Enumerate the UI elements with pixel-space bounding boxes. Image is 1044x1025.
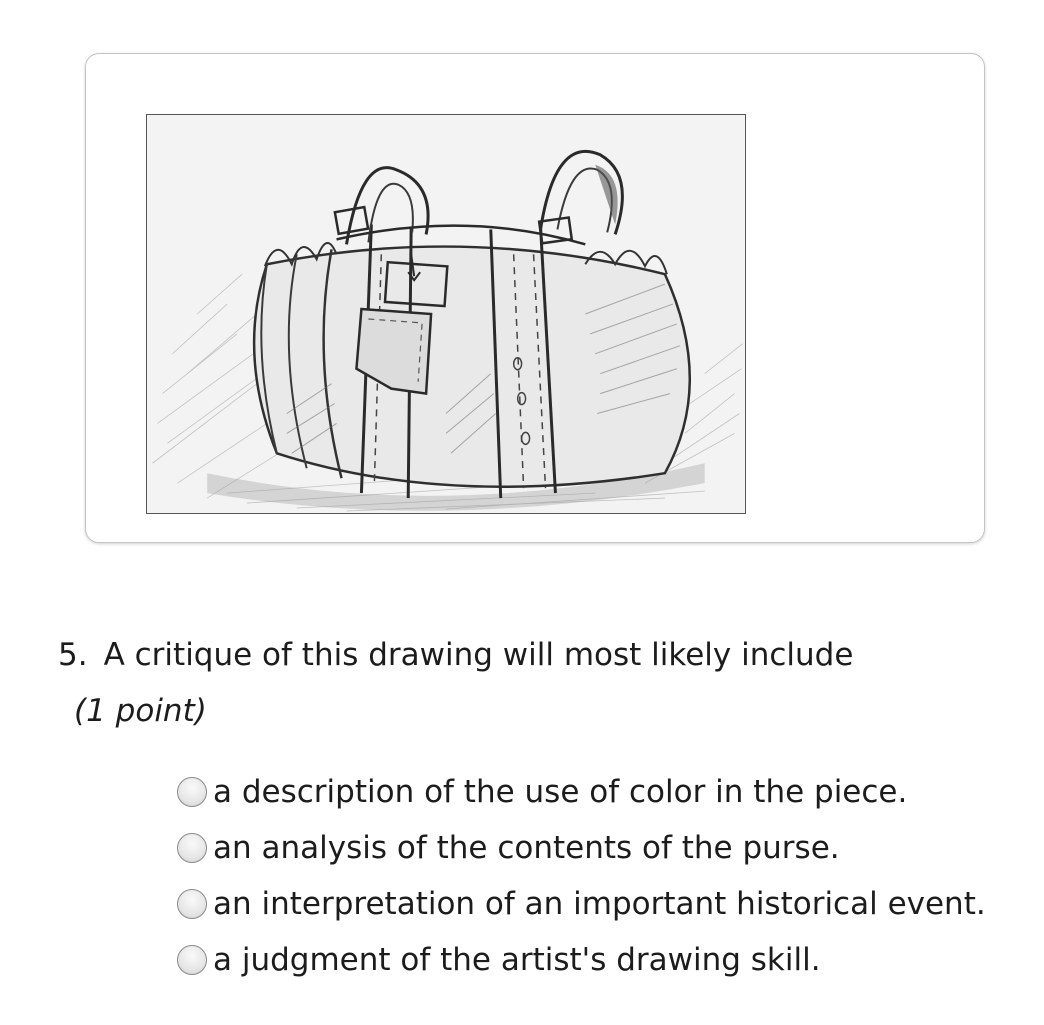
radio-button[interactable] bbox=[177, 889, 207, 919]
answer-option-4[interactable] bbox=[177, 932, 986, 988]
purse-sketch-drawing bbox=[147, 115, 745, 513]
answer-option-3[interactable] bbox=[177, 876, 986, 932]
purse-sketch-image bbox=[146, 114, 746, 514]
answer-option-label: a description of the use of color in the piece. bbox=[213, 774, 908, 810]
radio-button[interactable] bbox=[177, 777, 207, 807]
image-card bbox=[85, 53, 985, 543]
question-points: (1 point) bbox=[74, 693, 207, 729]
answer-option-label: an analysis of the contents of the purse. bbox=[213, 830, 840, 866]
question-number: 5. bbox=[58, 637, 88, 673]
question-text bbox=[58, 634, 853, 676]
question-prompt: A critique of this drawing will most likely include bbox=[103, 637, 854, 673]
answer-option-label: an interpretation of an important historical event. bbox=[213, 886, 986, 922]
answer-option-2[interactable] bbox=[177, 820, 986, 876]
radio-button[interactable] bbox=[177, 833, 207, 863]
answer-option-1[interactable] bbox=[177, 764, 986, 820]
answer-option-label: a judgment of the artist's drawing skill. bbox=[213, 942, 821, 978]
radio-button[interactable] bbox=[177, 945, 207, 975]
answer-options bbox=[177, 764, 986, 988]
